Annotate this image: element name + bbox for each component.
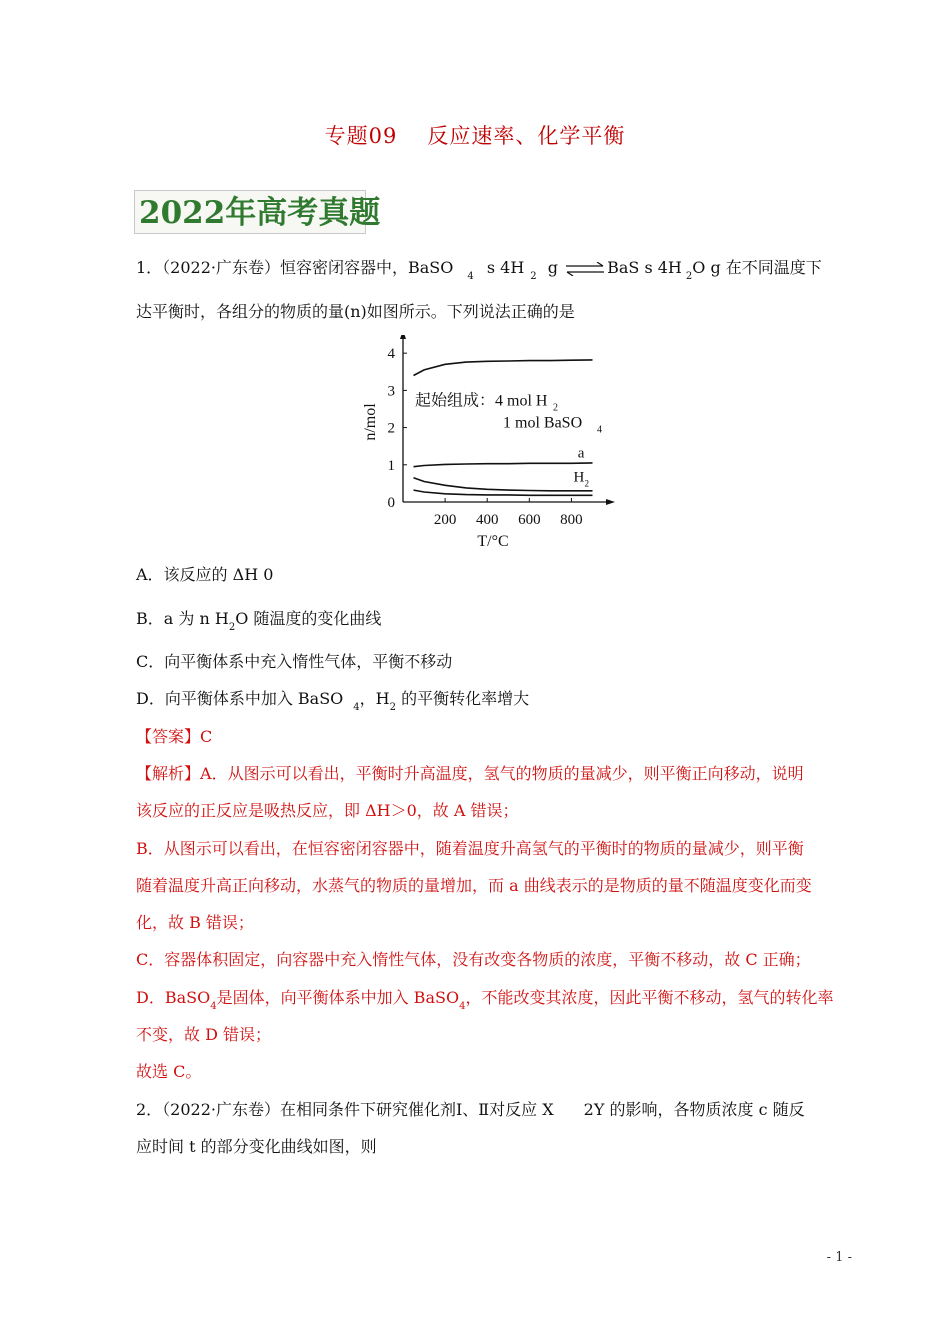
y-tick-label: 4 — [387, 346, 395, 363]
analysis-line-5: 化，故 B 错误； — [136, 913, 254, 932]
q1-stem-line2: 达平衡时，各组分的物质的量(n)如图所示。下列说法正确的是 — [136, 302, 575, 321]
section-banner: 2022年高考真题 — [134, 190, 366, 234]
y-axis-label: n/mol — [362, 403, 379, 441]
analysis-line-3: B．从图示可以看出，在恒容密闭容器中，随着温度升高氢气的平衡时的物质的量减少，则平衡 — [136, 839, 804, 858]
x-axis-arrow-icon — [606, 499, 615, 505]
x-tick-label: 400 — [475, 512, 499, 528]
y-tick-label: 1 — [387, 457, 395, 474]
answer: 【答案】C — [136, 727, 213, 746]
q1-stem-line1: 1．（2022·广东卷）恒容密闭容器中，BaSO $_4$ s 4H $_2$ g BaS s 4H $_2$O g 在不同温度下 — [136, 258, 822, 282]
option-b: B．a 为 n $H_2O$ 随温度的变化曲线 — [136, 609, 382, 633]
series-label-h2-sub: 2 — [584, 478, 590, 489]
y-axis-arrow-icon — [400, 335, 406, 339]
option-d: D．向平衡体系中加入 BaSO $_4$，$H_2$ 的平衡转化率增大 — [136, 689, 530, 713]
series-line-1 — [414, 360, 593, 376]
option-c: C．向平衡体系中充入惰性气体，平衡不移动 — [136, 652, 453, 671]
annotation-line-2-sub: 4 — [597, 424, 602, 436]
q2-line2: 应时间 t 的部分变化曲线如图，则 — [136, 1137, 377, 1156]
q2-line1: 2．（2022·广东卷）在相同条件下研究催化剂Ⅰ、Ⅱ对反应 X 2Y 的影响，各物质浓度 c 随反 — [136, 1100, 805, 1119]
y-tick-label: 2 — [387, 420, 395, 437]
y-tick-label: 0 — [387, 495, 395, 511]
series-line-2 — [414, 463, 593, 467]
analysis-line-6: C．容器体积固定，向容器中充入惰性气体，没有改变各物质的浓度，平衡不移动，故 C 正确； — [136, 950, 811, 969]
topic-code: 专题09 — [324, 124, 398, 148]
page-number: - 1 - — [826, 1250, 852, 1265]
x-axis-label: T/°C — [477, 533, 509, 550]
analysis-line-7: D．BaSO$_4$是固体，向平衡体系中加入 BaSO$_4$，不能改变其浓度，因此平衡不移动，氢气的转化率 — [136, 988, 834, 1012]
equilibrium-arrow-icon — [565, 262, 605, 276]
analysis-line-2: 该反应的正反应是吸热反应，即 ΔH＞0，故 A 错误； — [136, 801, 519, 820]
series-line-3 — [414, 478, 593, 491]
page-title — [0, 120, 950, 150]
analysis-line-9: 故选 C。 — [136, 1062, 202, 1081]
series-label-h2: H — [573, 469, 585, 486]
annotation-line-1-sub: 2 — [553, 402, 558, 414]
topic-name: 反应速率、化学平衡 — [427, 124, 626, 148]
x-tick-label: 600 — [518, 512, 541, 528]
annotation-line-2: 1 mol BaSO — [503, 414, 583, 432]
analysis-line-1: 【解析】A．从图示可以看出，平衡时升高温度，氢气的物质的量减少，则平衡正向移动，说明 — [136, 764, 804, 783]
series-label-a: a — [577, 445, 585, 462]
annotation-line-1: 起始组成：4 mol H — [415, 392, 548, 410]
option-a: A．该反应的 ΔH 0 — [136, 565, 274, 584]
x-tick-label: 800 — [560, 512, 583, 528]
analysis-line-8: 不变，故 D 错误； — [136, 1025, 272, 1044]
x-tick-label: 200 — [433, 512, 457, 528]
y-tick-label: 3 — [387, 383, 395, 400]
n-vs-temperature-chart — [355, 335, 625, 550]
analysis-line-4: 随着温度升高正向移动，水蒸气的物质的量增加，而 a 曲线表示的是物质的量不随温度变化而变 — [136, 876, 812, 895]
